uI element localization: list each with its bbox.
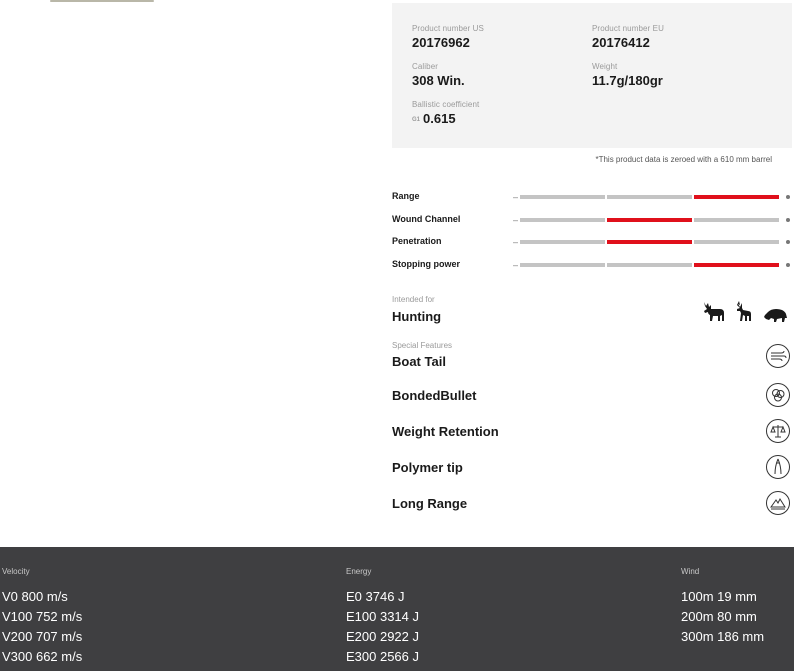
wind-row: 300m 186 mm xyxy=(681,629,765,644)
wind-label: Wind xyxy=(681,567,700,576)
intended-value: Hunting xyxy=(392,309,442,324)
specs-panel xyxy=(392,3,792,148)
bc-value: 0.615 xyxy=(423,111,456,126)
intended-label: Intended for xyxy=(392,295,435,304)
rating-segment xyxy=(520,263,605,267)
rating-segment xyxy=(694,218,779,222)
weight-label: Weight xyxy=(592,62,618,71)
energy-column xyxy=(346,567,419,667)
energy-row: E200 2922 J xyxy=(346,629,420,644)
feature-bonded-bullet: BondedBullet xyxy=(392,388,477,403)
rating-max-marker xyxy=(786,218,790,222)
rating-segment xyxy=(607,240,692,244)
rating-segment xyxy=(520,195,605,199)
velocity-row: V100 752 m/s xyxy=(2,609,83,624)
product-eu-value: 20176412 xyxy=(592,35,650,50)
bonded-icon xyxy=(766,383,790,407)
bc-prefix: G1 xyxy=(412,116,421,123)
energy-row: E300 2566 J xyxy=(346,649,420,664)
rating-label: Wound Channel xyxy=(392,214,461,224)
rating-segment xyxy=(607,263,692,267)
boar-icon xyxy=(763,306,789,324)
features-label: Special Features xyxy=(392,341,453,350)
rating-row xyxy=(392,235,794,249)
rating-row xyxy=(392,190,794,204)
bullet-tip-icon xyxy=(766,455,790,479)
wind-column xyxy=(681,567,764,647)
rating-min-symbol: – xyxy=(513,260,519,270)
caliber-label: Caliber xyxy=(412,62,439,71)
rating-max-marker xyxy=(786,240,790,244)
product-us-value: 20176962 xyxy=(412,35,470,50)
energy-row: E100 3314 J xyxy=(346,609,420,624)
velocity-row: V0 800 m/s xyxy=(2,589,68,604)
bc-value-line xyxy=(412,111,456,126)
rating-segment xyxy=(607,218,692,222)
barrel-note: *This product data is zeroed with a 610 mm barrel xyxy=(595,155,772,164)
wind-row: 200m 80 mm xyxy=(681,609,757,624)
product-image-edge xyxy=(50,0,154,2)
rating-max-marker xyxy=(786,263,790,267)
velocity-label: Velocity xyxy=(2,567,30,576)
rating-segment xyxy=(520,240,605,244)
velocity-column xyxy=(2,567,82,667)
feature-weight-retention: Weight Retention xyxy=(392,424,499,439)
rating-segment xyxy=(694,195,779,199)
rating-segment xyxy=(520,218,605,222)
feature-boat-tail: Boat Tail xyxy=(392,354,446,369)
mountain-icon xyxy=(766,491,790,515)
rating-label: Penetration xyxy=(392,236,442,246)
rating-segment xyxy=(694,240,779,244)
rating-min-symbol: – xyxy=(513,237,519,247)
rating-segment xyxy=(694,263,779,267)
rating-segment xyxy=(607,195,692,199)
deer-icon xyxy=(734,300,756,324)
rating-max-marker xyxy=(786,195,790,199)
weight-value: 11.7g/180gr xyxy=(592,73,663,88)
scale-icon xyxy=(766,419,790,443)
velocity-row: V300 662 m/s xyxy=(2,649,83,664)
feature-long-range: Long Range xyxy=(392,496,468,511)
energy-row: E0 3746 J xyxy=(346,589,405,604)
caliber-value: 308 Win. xyxy=(412,73,465,88)
rating-label: Range xyxy=(392,191,420,201)
wind-row: 100m 19 mm xyxy=(681,589,757,604)
moose-icon xyxy=(701,300,727,324)
product-eu-label: Product number EU xyxy=(592,24,664,33)
rating-min-symbol: – xyxy=(513,215,519,225)
wind-icon xyxy=(766,344,790,368)
rating-label: Stopping power xyxy=(392,259,460,269)
energy-label: Energy xyxy=(346,567,372,576)
product-us-label: Product number US xyxy=(412,24,484,33)
rating-row xyxy=(392,258,794,272)
feature-polymer-tip: Polymer tip xyxy=(392,460,463,475)
bc-label: Ballistic coefficient xyxy=(412,100,480,109)
velocity-row: V200 707 m/s xyxy=(2,629,83,644)
rating-row xyxy=(392,213,794,227)
rating-min-symbol: – xyxy=(513,192,519,202)
ballistics-footer xyxy=(0,547,794,671)
